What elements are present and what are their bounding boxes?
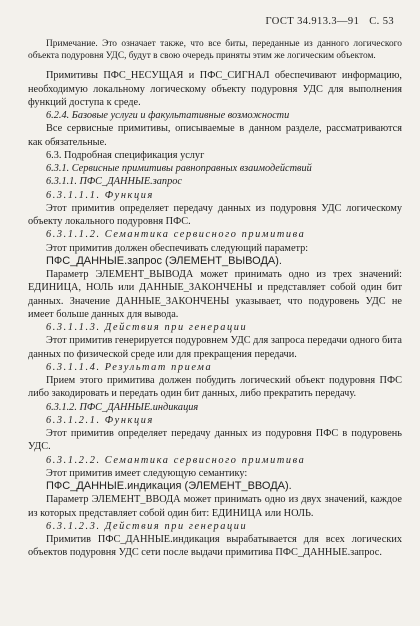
paragraph: Все сервисные примитивы, описываемые в данном разделе, рассматриваются как обязательные. <box>28 123 402 148</box>
section-heading: 6.3.1.1.3. Действия при генерации <box>46 322 248 334</box>
section-heading: 6.3.1.1. ПФС_ДАННЫЕ.запрос <box>46 176 182 188</box>
section-heading: 6.3.1.1.1. Функция <box>46 189 154 201</box>
paragraph: Параметр ЭЛЕМЕНТ_ВЫВОДА может принимать одно из трех значений: ЕДИНИЦА, НОЛЬ или ДАННЫЕ_ЗАКОНЧЕНЫ и представляет собой один бит данных. Значение ДАННЫЕ_ЗАКОНЧЕНЫ указывает, что подуровень УДС не имеет больше данных для вывода. <box>28 269 402 320</box>
section-heading: 6.3.1.2.2. Семантика сервисного примитива <box>46 454 306 466</box>
page-header <box>266 16 394 27</box>
paragraph: ПФС_ДАННЫЕ.запрос (ЭЛЕМЕНТ_ВЫВОДА). <box>46 254 282 267</box>
paragraph: Примечание. Это означает также, что все биты, переданные из данного логического объекта подуровня УДС, будут в свою очередь приняты этим же логическим объектом. <box>28 39 402 62</box>
paragraph: Примитивы ПФС_НЕСУЩАЯ и ПФС_СИГНАЛ обеспечивают информацию, необходимую локальному логическому объекту подуровня УДС для выполнения функций доступа к среде. <box>28 70 402 108</box>
section-heading: 6.3.1.1.4. Результат приема <box>46 361 213 373</box>
section-heading: 6.2.4. Базовые услуги и факультативные возможности <box>46 110 290 122</box>
paragraph: Параметр ЭЛЕМЕНТ_ВВОДА может принимать одно из двух значений, каждое из которых представляет собой один бит: ЕДИНИЦА или НОЛЬ. <box>28 494 402 519</box>
paragraph: Примитив ПФС_ДАННЫЕ.индикация вырабатывается для всех логических объектов подуровня УДС сети после выдачи примитива ПФС_ДАННЫЕ.запрос. <box>28 534 402 559</box>
paragraph: 6.3. Подробная спецификация услуг <box>46 149 205 161</box>
document-body <box>28 38 402 560</box>
section-heading: 6.3.1.2.3. Действия при генерации <box>46 520 248 532</box>
spacer <box>28 62 402 69</box>
paragraph: Прием этого примитива должен побудить логический объект подуровня ПФС либо закодировать и передать один бит данных, либо прекратить передачу. <box>28 375 402 400</box>
section-heading: 6.3.1.2. ПФС_ДАННЫЕ.индикация <box>46 401 199 413</box>
paragraph: Этот примитив определяет передачу данных из подуровня УДС логическому объекту локального подуровня ПФС. <box>28 202 402 228</box>
paragraph: ПФС_ДАННЫЕ.индикация (ЭЛЕМЕНТ_ВВОДА). <box>46 480 292 493</box>
paragraph: Этот примитив определяет передачу данных из подуровня ПФС в подуровень УДС. <box>28 428 402 453</box>
section-heading: 6.3.1.2.1. Функция <box>46 414 154 426</box>
section-heading: 6.3.1.1.2. Семантика сервисного примитива <box>46 229 306 241</box>
paragraph: Этот примитив должен обеспечивать следующий параметр: <box>46 242 309 254</box>
paragraph: Этот примитив генерируется подуровнем УДС для запроса передачи одного бита данных по физической среде или для прекращения передачи. <box>28 335 402 360</box>
section-heading: 6.3.1. Сервисные примитивы равноправных взаимодействий <box>46 163 312 175</box>
paragraph: Этот примитив имеет следующую семантику: <box>46 467 248 479</box>
standard-number: ГОСТ 34.913.3—91 <box>265 16 360 27</box>
page-number: С. 53 <box>369 16 394 27</box>
